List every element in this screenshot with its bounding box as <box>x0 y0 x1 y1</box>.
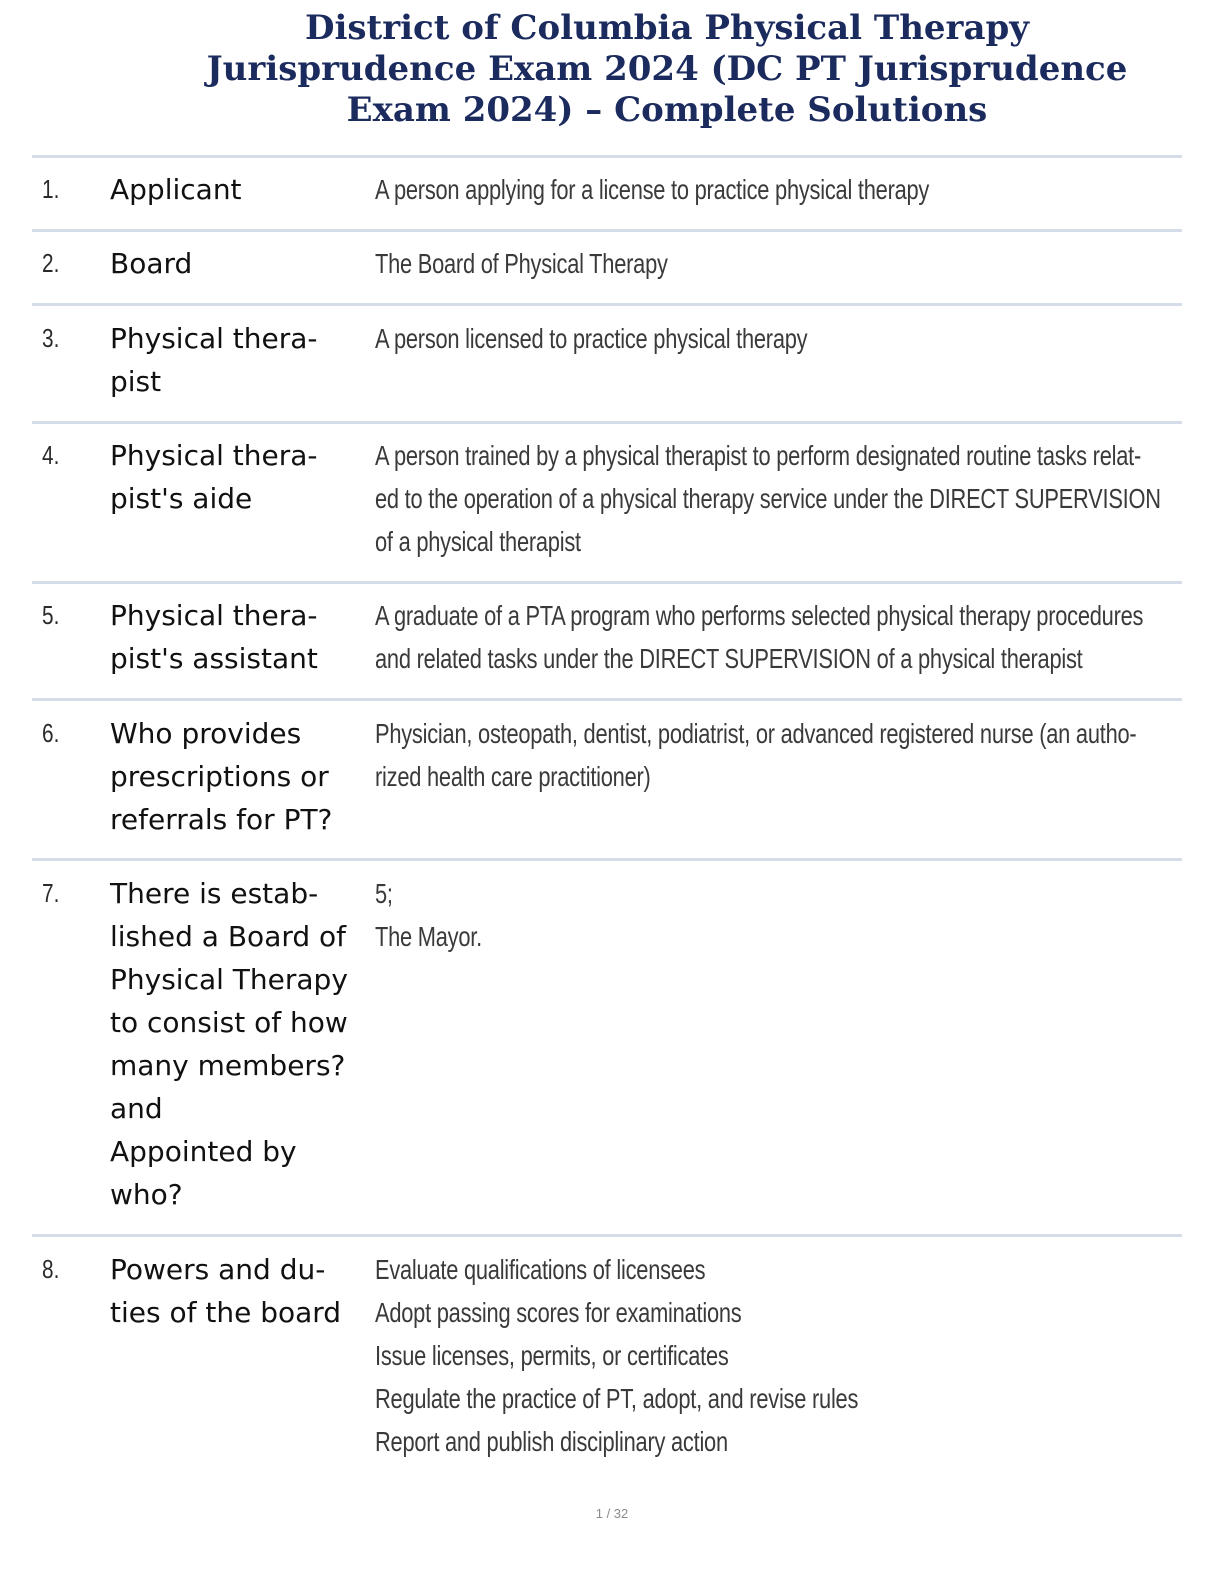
term-line: Physical thera- <box>110 599 318 632</box>
page-indicator: 1 / 32 <box>595 1506 629 1521</box>
definition-line: of a physical therapist <box>375 526 581 557</box>
item-number: 4. <box>42 440 60 470</box>
item-definition <box>375 594 1175 680</box>
term-line: Board <box>110 247 193 280</box>
definition-line: A person applying for a license to practice physical therapy <box>375 174 930 205</box>
divider <box>32 581 1182 584</box>
definition-line: A graduate of a PTA program who performs selected physical therapy procedures <box>375 600 1144 631</box>
divider <box>32 858 1182 861</box>
title-line: District of Columbia Physical Therapy <box>304 8 1030 48</box>
term-line: lished a Board of <box>110 920 347 953</box>
item-number: 8. <box>42 1254 60 1284</box>
term-line: to consist of how <box>110 1006 348 1039</box>
term-line: ties of the board <box>110 1296 342 1329</box>
definition-line: The Board of Physical Therapy <box>375 248 668 279</box>
definition-line: A person trained by a physical therapist to perform designated routine tasks relat- <box>375 440 1142 471</box>
item-definition <box>375 168 1175 211</box>
term-line: pist <box>110 365 162 398</box>
item-number: 6. <box>42 718 60 748</box>
item-definition <box>375 434 1175 563</box>
item-term <box>110 317 370 403</box>
divider <box>32 229 1182 232</box>
term-line: Powers and du- <box>110 1253 326 1286</box>
definition-line: Physician, osteopath, dentist, podiatrist, or advanced registered nurse (an autho- <box>375 718 1137 749</box>
term-line: prescriptions or <box>110 760 329 793</box>
item-number: 1. <box>42 174 60 204</box>
item-term <box>110 712 370 841</box>
term-line: pist's assistant <box>110 642 318 675</box>
divider <box>32 421 1182 424</box>
term-line: Physical thera- <box>110 322 318 355</box>
item-number: 3. <box>42 323 60 353</box>
divider <box>32 155 1182 158</box>
definition-line: A person licensed to practice physical therapy <box>375 323 808 354</box>
item-definition <box>375 242 1175 285</box>
title-line: Exam 2024) – Complete Solutions <box>346 90 988 130</box>
term-line: pist's aide <box>110 482 253 515</box>
definition-line: rized health care practitioner) <box>375 761 651 792</box>
definition-line: and related tasks under the DIRECT SUPERVISION of a physical therapist <box>375 643 1083 674</box>
definition-line: ed to the operation of a physical therapy service under the DIRECT SUPERVISION <box>375 483 1161 514</box>
item-term <box>110 1248 370 1334</box>
definition-line: Adopt passing scores for examinations <box>375 1297 742 1328</box>
divider <box>32 698 1182 701</box>
title-line: Jurisprudence Exam 2024 (DC PT Jurisprudence <box>206 49 1128 89</box>
item-term <box>110 242 370 285</box>
item-number: 5. <box>42 600 60 630</box>
term-line: Applicant <box>110 173 242 206</box>
item-definition <box>375 872 1175 958</box>
definition-line: Regulate the practice of PT, adopt, and revise rules <box>375 1383 859 1414</box>
item-number: 2. <box>42 248 60 278</box>
term-line: many members? <box>110 1049 346 1082</box>
definition-line: Evaluate qualifications of licensees <box>375 1254 706 1285</box>
term-line: Who provides <box>110 717 302 750</box>
term-line: and <box>110 1092 163 1125</box>
definition-line: The Mayor. <box>375 921 482 952</box>
item-definition <box>375 712 1175 798</box>
term-line: who? <box>110 1178 183 1211</box>
item-number: 7. <box>42 878 60 908</box>
divider <box>32 303 1182 306</box>
definition-line: Report and publish disciplinary action <box>375 1426 728 1457</box>
term-line: Appointed by <box>110 1135 297 1168</box>
item-term <box>110 434 370 520</box>
item-term <box>110 594 370 680</box>
term-line: Physical Therapy <box>110 963 348 996</box>
definition-line: Issue licenses, permits, or certificates <box>375 1340 729 1371</box>
definition-line: 5; <box>375 878 393 909</box>
divider <box>32 1234 1182 1237</box>
term-line: There is estab- <box>110 877 319 910</box>
item-definition <box>375 1248 1175 1463</box>
item-term <box>110 872 370 1216</box>
item-term <box>110 168 370 211</box>
term-line: Physical thera- <box>110 439 318 472</box>
page-title <box>0 8 1224 131</box>
item-definition <box>375 317 1175 360</box>
term-line: referrals for PT? <box>110 803 333 836</box>
